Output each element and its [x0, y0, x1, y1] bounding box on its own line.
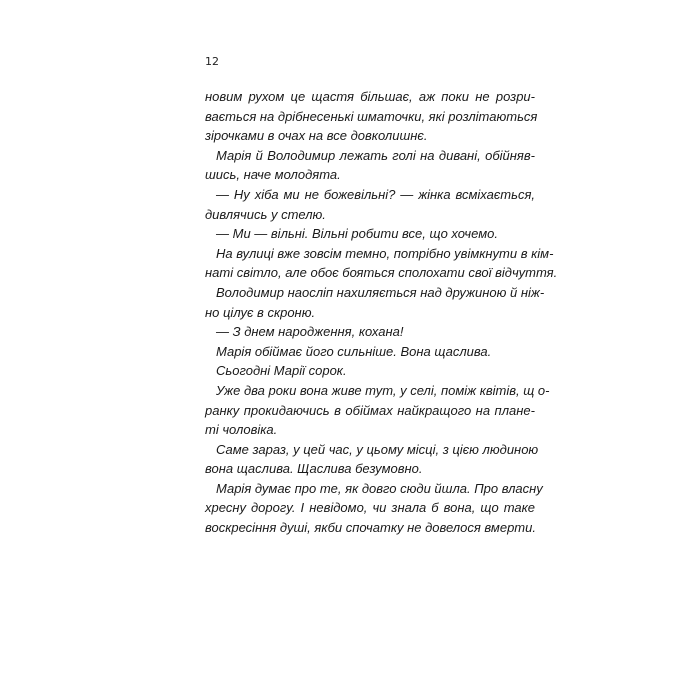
text-line: Марія думає про те, як довго сюди йшла. Про власну: [216, 480, 543, 496]
text-line: зірочками в очах на все довколишнє.: [205, 128, 428, 144]
text-line: дивлячись у стелю.: [205, 206, 326, 222]
text-line: Уже два роки вона живе тут, у селі, поміж квітів, щ о-: [216, 382, 550, 398]
text-line: вається на дрібнесенькі шматочки, які розлітаються: [205, 108, 538, 124]
page-number: 12: [205, 55, 219, 68]
text-line: новим рухом це щастя більшає, аж поки не розри-: [205, 89, 535, 104]
text-line: Марія й Володимир лежать голі на дивані, обійняв-: [216, 147, 535, 163]
text-line: ранку прокидаючись в обіймах найкращого на плане-: [205, 402, 535, 418]
text-line: хресну дорогу. І невідомо, чи знала б вона, що таке: [205, 500, 535, 516]
text-line: Сьогодні Марії сорок.: [216, 363, 347, 379]
text-line: Марія обіймає його сильніше. Вона щаслива.: [216, 343, 492, 359]
body-text: [205, 87, 558, 538]
text-line: воскресіння душі, якби спочатку не довелося вмерти.: [205, 520, 536, 536]
text-line: Володимир наосліп нахиляється над дружиною й ніж-: [216, 284, 545, 300]
text-line: вона щаслива. Щаслива безумовно.: [205, 461, 423, 477]
text-line: — Ми — вільні. Вільні робити все, що хочемо.: [216, 226, 498, 242]
text-line: шись, наче молодята.: [205, 167, 341, 183]
text-line: ті чоловіка.: [205, 422, 278, 438]
text-line: — З днем народження, кохана!: [216, 324, 404, 340]
text-line: но цілує в скроню.: [205, 304, 316, 320]
text-line: наті світло, але обоє бояться сполохати свої відчуття.: [205, 265, 558, 281]
text-line: — Ну хіба ми не божевільні? — жінка всміхається,: [216, 186, 535, 202]
text-line: Саме зараз, у цей час, у цьому місці, з цією людиною: [216, 441, 539, 457]
text-line: На вулиці вже зовсім темно, потрібно увімкнути в кім-: [216, 245, 554, 261]
